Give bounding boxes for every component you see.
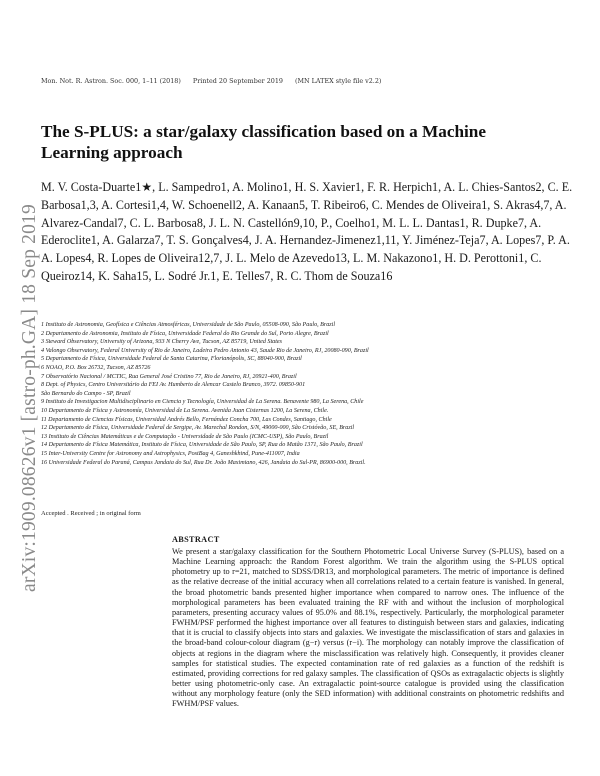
affiliation: 13 Instituto de Ciências Matemáticas e de Computação - Universidade de São Paulo (ICMC-USP), São Paulo, Brazil — [41, 433, 329, 440]
affiliation: 5 Departamento de Física, Universidade Federal de Santa Catarina, Florianópolis, SC, 88040-900, Brazil — [41, 356, 302, 363]
style-file-note: (MN LATEX style file v2.2) — [295, 77, 382, 85]
journal-header — [41, 77, 391, 85]
accepted-line: Accepted . Received ; in original form — [41, 510, 141, 517]
affiliation: 1 Instituto de Astronomia, Geofísica e Ciências Atmosféricas, Universidade de São Paulo, 05508-090, São Paulo, Brazil — [41, 322, 336, 328]
affiliation: 12 Departamento de Física, Universidade Federal de Sergipe, Av. Marechal Rondon, S/N, 49000-000, São Cristóvão, SE, Brazil — [41, 425, 355, 432]
affiliation: 3 Steward Observatory, University of Arizona, 933 N Cherry Ave, Tucson, AZ 85719, United States — [41, 339, 282, 346]
affiliation: 4 Valongo Observatory, Federal University of Rio de Janeiro, Ladeira Pedro Antonio 43, Saude Rio de Janeiro, RJ, 20080-090, Brazil — [41, 347, 369, 354]
affiliation: 10 Departamento de Física y Astronomía, Universidad de La Serena. Avenida Juan Cisternas 1200, La Serena, Chile. — [41, 407, 329, 414]
affiliation: São Bernardo do Campo - SP, Brazil — [41, 390, 131, 397]
abstract-text: We present a star/galaxy classification for the Southern Photometric Local Universe Survey (S-PLUS), based on a Machine Learning approach: the Random Forest algorithm. We train the algorithm using the S-PLUS optical photometry up to r=21, matched to SDSS/DR13, and morphological parameters. The metric of importance is defined as the relative decrease of the initial accuracy when all correlations related to a certain feature is vanished. In general, the broad photometric bands presented higher importance when compared to narrow ones. The influence of the morphological parameters has been evaluated training the RF with and without the inclusion of morphological parameters, presenting accuracy values of 95.0% and 88.1%, respectively. Particularly, the morphological parameter FWHM/PSF performed the highest importance over all features to distinguish between stars and galaxies, indicating that it is crucial to classify objects into stars and galaxies. We investigate the misclassification of stars and galaxies in the broad-band colour-colour diagram (g−r) versus (r−i). The morphology can notably improve the classification of objects at regions in the diagram where the misclassification was relatively high. Consequently, it provides cleaner samples for statistical studies. The expected contamination rate of red galaxies as a function of the redshift is estimated, providing corrections for red galaxy samples. The classification of QSOs as extragalactic objects is slightly better using photometric-only case. An extragalactic point-source catalogue is provided using the classification without any morphology feature (only the SED information) with additional constraints on photometric redshifts and FWHM/PSF values. — [172, 547, 564, 709]
arxiv-identifier: arXiv:1909.08626v1 [astro-ph.GA] 18 Sep 2019 — [19, 204, 40, 592]
affiliation: 14 Departamento de Física Matemática, Instituto de Física, Universidade de São Paulo, SP, Rua do Matão 1371, São Paulo, Brazil — [41, 442, 363, 449]
affiliation: 15 Inter-University Centre for Astronomy and Astrophysics, PostBag 4, Ganeshkhind, Pune-411007, India — [41, 450, 300, 457]
printed-date: Printed 20 September 2019 — [192, 77, 283, 85]
journal-citation: Mon. Not. R. Astron. Soc. 000, 1–11 (2018) — [41, 77, 181, 85]
affiliation: 16 Universidade Federal do Paraná, Campus Jandaia do Sul, Rua Dr. João Maximiano, 426, Jandaia do Sul-PR, 86900-000, Brazil. — [41, 459, 366, 466]
abstract-heading: ABSTRACT — [172, 535, 220, 544]
affiliation: 11 Departamento de Ciencias Físicas, Universidad Andrés Bello, Fernández Concha 700, Las Condes, Santiago, Chile — [41, 416, 332, 423]
affiliation: 9 Instituto de Investigacion Multidisciplinario en Ciencia y Tecnología, Universidad de La Serena. Benavente 980, La Serena, Chile — [41, 399, 364, 406]
affiliation: 6 NOAO, P.O. Box 26732, Tucson, AZ 85726 — [41, 364, 151, 371]
affiliation: 7 Observatório Nacional / MCTIC, Rua General José Cristino 77, Rio de Janeiro, RJ, 20921-400, Brazil — [41, 373, 297, 380]
paper-title: The S-PLUS: a star/galaxy classification based on a Machine Learning approach — [41, 122, 486, 162]
affiliation-list — [41, 321, 561, 467]
affiliation: 2 Departamento de Astronomia, Instituto de Física, Universidade Federal do Rio Grande do Sul, Porto Alegre, Brazil — [41, 330, 329, 337]
author-list: M. V. Costa-Duarte1★, L. Sampedro1, A. Molino1, H. S. Xavier1, F. R. Herpich1, A. L. Chies-Santos2, C. E. Barbosa1,3, A. Cortesi1,4, W. Schoenell2, A. Kanaan5, T. Ribeiro6, C. Mendes de Oliveira1, S. Akras4,7, A. Alvarez-Candal7, C. L. Barbosa8, J. L. N. Castellón9,10, P., Coelho1, M. L. L. Dantas1, R. Dupke7, A. Ederoclite1, A. Galarza7, T. S. Gonçalves4, J. A. Hernandez-Jimenez1,11, Y. Jiménez-Teja7, A. Lopes7, P. A. A. Lopes4, R. Lopes de Oliveira12,7, J. L. Melo de Azevedo13, L. M. Nakazono1, H. D. Perottoni1, C. Queiroz14, K. Saha15, L. Sodré Jr.1, E. Telles7, R. C. Thom de Souza16 — [41, 180, 573, 283]
affiliation: 8 Dept. of Physics, Centro Universitário da FEI Av. Humberto de Alencar Castelo Branco, 3972. 09850-901 — [41, 382, 306, 389]
arxiv-stamp — [2, 172, 40, 592]
